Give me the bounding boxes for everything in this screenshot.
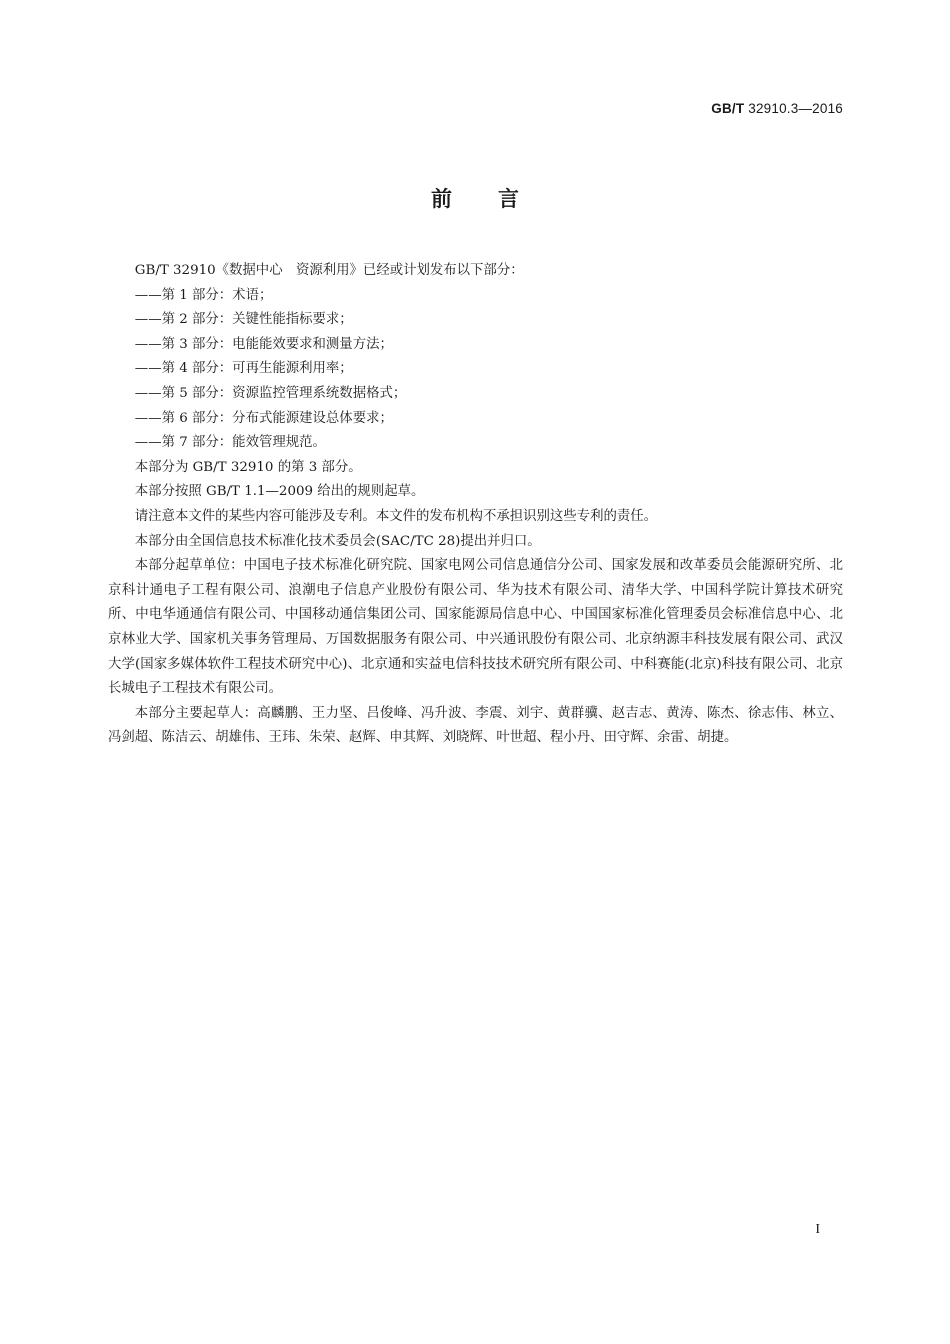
standard-code bbox=[711, 101, 843, 116]
part-list-item: ——第 5 部分：资源监控管理系统数据格式； bbox=[134, 385, 407, 401]
part-statement: 本部分为 GB/T 32910 的第 3 部分。 bbox=[134, 459, 362, 475]
main-drafters: 本部分主要起草人：高麟鹏、王力坚、吕俊峰、冯升波、李震、刘宇、黄群骥、赵吉志、黄涛、陈杰、徐志伟、林立、冯剑超、陈洁云、胡雄伟、王玮、朱荣、赵辉、申其辉、刘晓辉、叶世超、程小丹、田守辉、余雷、胡捷。 bbox=[108, 705, 843, 746]
patent-notice: 请注意本文件的某些内容可能涉及专利。本文件的发布机构不承担识别这些专利的责任。 bbox=[134, 508, 658, 524]
drafting-rules: 本部分按照 GB/T 1.1—2009 给出的规则起草。 bbox=[134, 484, 425, 500]
part-list-item: ——第 1 部分：术语； bbox=[134, 287, 273, 303]
part-list-item: ——第 4 部分：可再生能源利用率； bbox=[134, 361, 353, 377]
page-title: 前言 bbox=[431, 187, 565, 211]
part-list-item: ——第 7 部分：能效管理规范。 bbox=[134, 435, 326, 451]
drafting-units: 本部分起草单位：中国电子技术标准化研究院、国家电网公司信息通信分公司、国家发展和改革委员会能源研究所、北京科计通电子工程有限公司、浪潮电子信息产业股份有限公司、华为技术有限公司、清华大学、中国科学院计算技术研究所、中电华通通信有限公司、中国移动通信集团公司、国家能源局信息中心、中国国家标准化管理委员会标准信息中心、北京林业大学、国家机关事务管理局、万国数据服务有限公司、中兴通讯股份有限公司、北京纳源丰科技发展有限公司、武汉大学(国家多媒体软件工程技术研究中心)、北京通和实益电信科技技术研究所有限公司、中科赛能(北京)科技有限公司、北京长城电子工程技术有限公司。 bbox=[108, 558, 843, 697]
intro-paragraph: GB/T 32910《数据中心 资源利用》已经或计划发布以下部分： bbox=[134, 263, 524, 278]
page-number: I bbox=[815, 1222, 820, 1237]
part-list-item: ——第 3 部分：电能能效要求和测量方法； bbox=[134, 336, 393, 352]
proposer-statement: 本部分由全国信息技术标准化技术委员会(SAC/TC 28)提出并归口。 bbox=[134, 533, 541, 549]
standard-code-number: 32910.3—2016 bbox=[748, 101, 843, 116]
foreword-body bbox=[108, 259, 843, 751]
standard-code-prefix: GB/T bbox=[711, 101, 745, 116]
part-list-item: ——第 6 部分：分布式能源建设总体要求； bbox=[134, 410, 393, 426]
part-list-item: ——第 2 部分：关键性能指标要求； bbox=[134, 312, 353, 328]
